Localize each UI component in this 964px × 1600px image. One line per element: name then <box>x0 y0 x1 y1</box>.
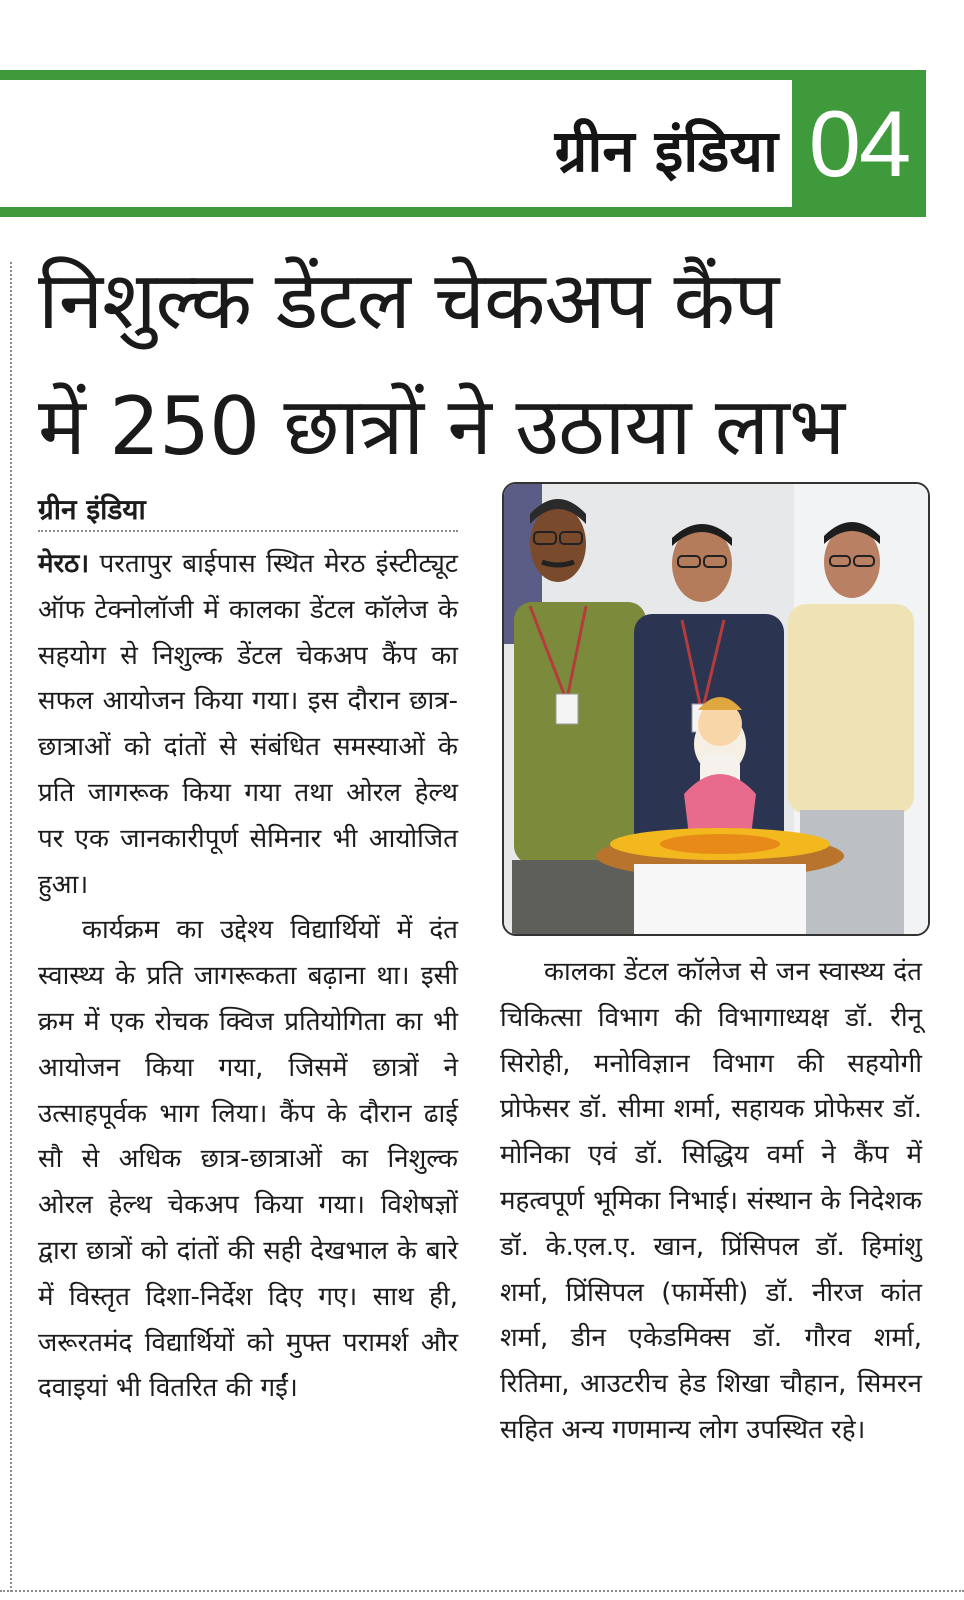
bottom-dotted-rule <box>0 1590 964 1592</box>
paragraph-3: कालका डेंटल कॉलेज से जन स्वास्थ्य दंत चिकित्सा विभाग की विभागाध्यक्ष डॉ. रीनू सिरोही, मनोविज्ञान विभाग की सहयोगी प्रोफेसर डॉ. सीमा शर्मा, सहायक प्रोफेसर डॉ. मोनिका एवं डॉ. सिद्धिय वर्मा ने कैंप में महत्वपूर्ण भूमिका निभाई। संस्थान के निदेशक डॉ. के.एल.ए. खान, प्रिंसिपल डॉ. हिमांशु शर्मा, प्रिंसिपल (फार्मेसी) डॉ. नीरज कांत शर्मा, डीन एकेडमिक्स डॉ. गौरव शर्मा, रितिमा, आउटरीच हेड शिखा चौहान, सिमरन सहित अन्य गणमान्य लोग उपस्थित रहे। <box>500 957 922 1445</box>
paragraph-2: कार्यक्रम का उद्देश्य विद्यार्थियों में दंत स्वास्थ्य के प्रति जागरूकता बढ़ाना था। इसी क्रम में एक रोचक क्विज प्रतियोगिता का भी आयोजन किया गया, जिसमें छात्रों ने उत्साहपूर्वक भाग लिया। कैंप के दौरान ढाई सौ से अधिक छात्र-छात्राओं का निशुल्क ओरल हेल्थ चेकअप किया गया। विशेषज्ञों द्वारा छात्रों को दांतों की सही देखभाल के बारे में विस्तृत दिशा-निर्देश दिए गए। साथ ही, जरूरतमंद विद्यार्थियों को मुफ्त परामर्श और दवाइयां भी वितरित की गईं। <box>38 915 458 1404</box>
paragraph-1 <box>38 542 458 908</box>
header-bottom-green-rule <box>0 207 926 217</box>
page-number-box: 04 <box>792 80 926 207</box>
section-title: ग्रीन इंडिया <box>554 117 778 185</box>
event-photo-illustration <box>504 484 928 934</box>
left-dotted-rule <box>10 262 12 1592</box>
byline: ग्रीन इंडिया <box>38 490 458 532</box>
paragraph-1-text: परतापुर बाईपास स्थित मेरठ इंस्टीट्यूट ऑफ टेक्नोलॉजी में कालका डेंटल कॉलेज के सहयोग से निशुल्क डेंटल चेकअप कैंप का सफल आयोजन किया गया। इस दौरान छात्र-छात्राओं को दांतों से संबंधित समस्याओं के प्रति जागरूक किया गया तथा ओरल हेल्थ पर एक जानकारीपूर्ण सेमिनार भी आयोजित हुआ। <box>38 549 458 900</box>
headline <box>38 238 928 490</box>
headline-line-2: में 250 छात्रों ने उठाया लाभ <box>38 380 845 473</box>
event-photo <box>502 482 930 936</box>
dateline: मेरठ। <box>38 549 90 579</box>
article-column-right <box>500 950 922 1454</box>
header-top-green-rule <box>0 70 926 80</box>
headline-line-1: निशुल्क डेंटल चेकअप कैंप <box>38 254 779 347</box>
article-column-left <box>38 542 458 1412</box>
